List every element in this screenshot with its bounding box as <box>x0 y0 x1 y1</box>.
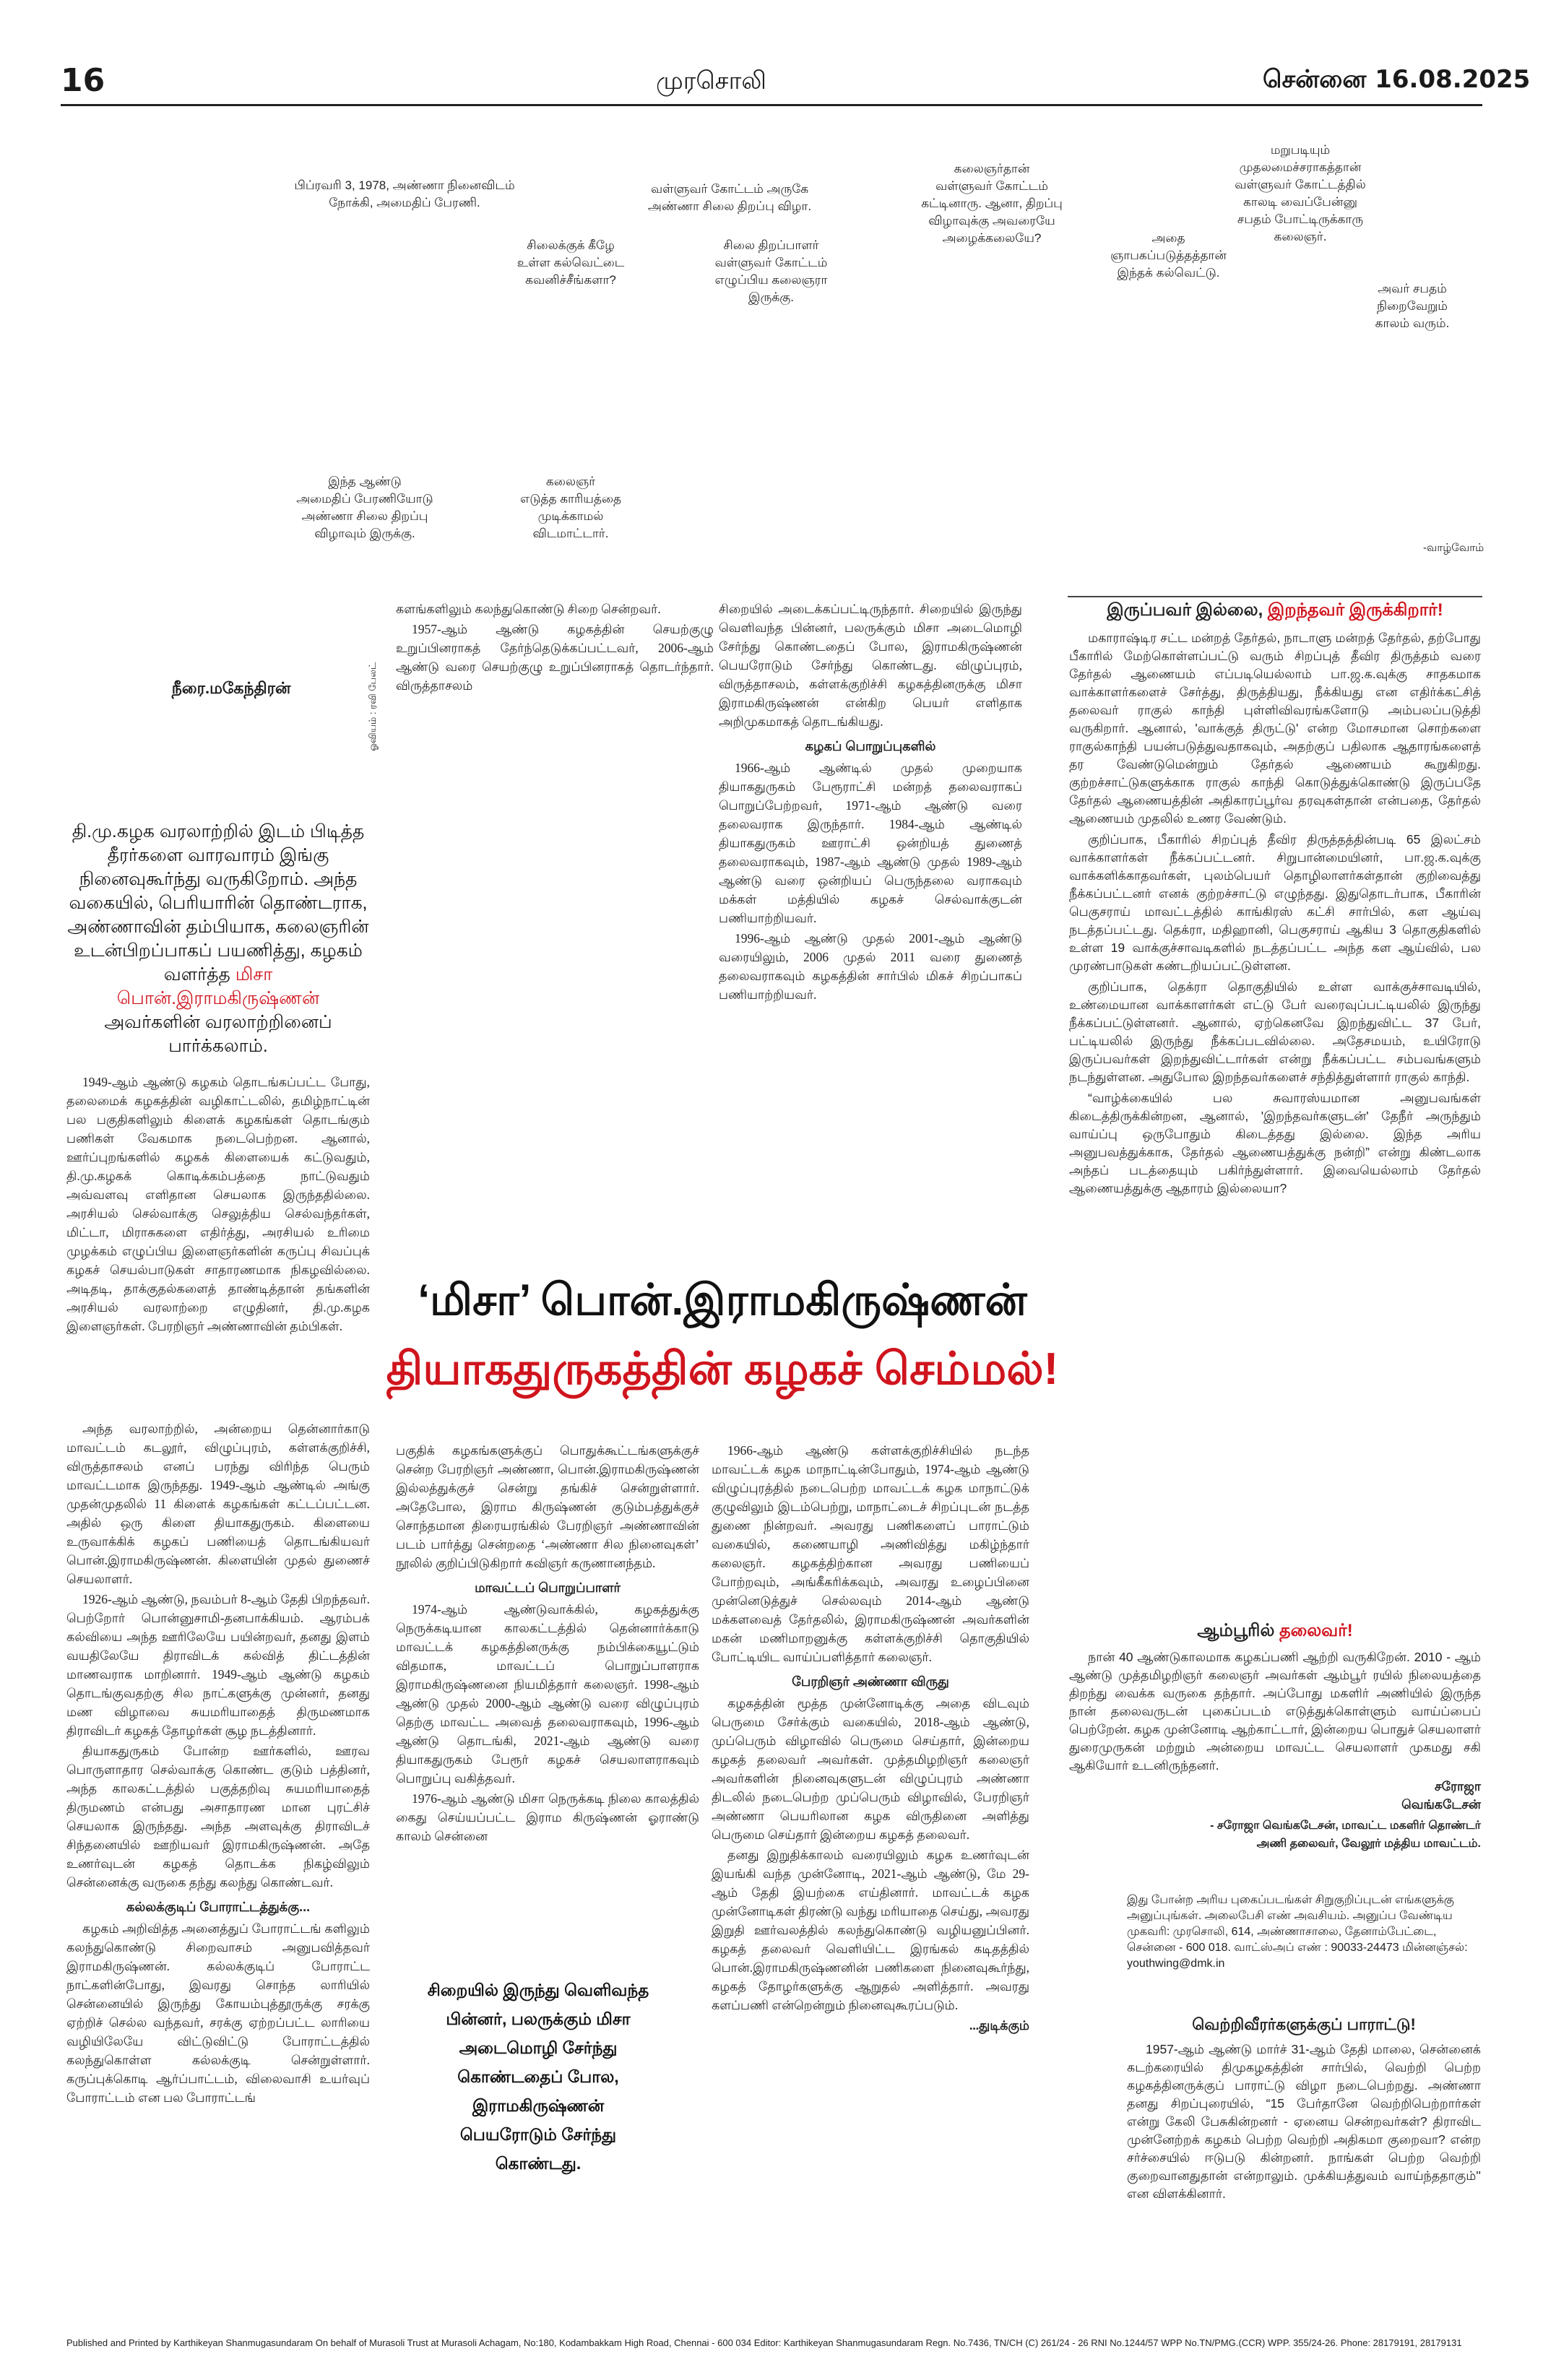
article-paragraph: 1974-ஆம் ஆண்டுவாக்கில், கழகத்துக்கு நெருக்கடியான காலகட்டத்தில் தென்னார்க்காடு மாவட்டக் கழகத்தினருக்கு நம்பிக்கையூட்டும் விதமாக, மாவட்டப் பொறுப்பாளராக இராமகிருஷ்ணனை நியமித்தார் கலைஞர். 1998-ஆம் ஆண்டு முதல் 2000-ஆம் ஆண்டு வரை விழுப்புரம் தெற்கு மாவட்ட அவைத் தலைவராகவும், 1996-ஆம் ஆண்டு தொடங்கி, 2021-ஆம் ஆண்டு வரை தியாகதுருகம் பேரூர் கழகச் செயலாளராகவும் பொறுப்பு வகித்தவர். <box>396 1602 699 1786</box>
subheading-party-posts: கழகப் பொறுப்புகளில் <box>805 739 936 753</box>
sidebar-paragraph: “வாழ்க்கையில் பல சுவாரஸ்யமான அனுபவங்கள் கிடைத்திருக்கின்றன, ஆனால், 'இறந்தவர்களுடன்' தேநீர் அருந்தும் வாய்ப்பு ஒருபோதும் கிடைத்தது இல்லை. இந்த அரிய அனுபவத்துக்காக, தேர்தல் ஆணையத்துக்கு நன்றி” என்று கிண்டலாக அந்தப் படத்தையும் பகிர்ந்துள்ளார். இவையெல்லாம் தேர்தல் ஆணையத்துக்கு ஆதாரம் இல்லையா? <box>1069 1091 1481 1195</box>
sidebar-title-red: இறந்தவர் இருக்கிறார்! <box>1267 600 1443 620</box>
article-column-3-top <box>719 600 1022 1005</box>
cartoon-caption-3: சிலைக்குக் கீழே உள்ள கல்வெட்டை கவனிச்சீங்களா? <box>517 238 625 287</box>
article-paragraph: 1976-ஆம் ஆண்டு மிசா நெருக்கடி நிலை காலத்தில் கைது செய்யப்பட்ட இராம கிருஷ்ணன் ஓராண்டு காலம் சென்னை <box>396 1791 699 1843</box>
article-column-1-bottom <box>66 1419 370 2108</box>
article-author: நீரை.மகேந்திரன் <box>171 679 291 697</box>
article-column-1-top <box>66 1073 370 1337</box>
subheading-anna-award: பேரறிஞர் அண்ணா விருது <box>792 1674 949 1689</box>
sidebar-victory-title: வெற்றிவீரர்களுக்குப் பாராட்டு! <box>1192 2015 1416 2033</box>
sidebar-ambur <box>1069 1622 1481 1853</box>
article-paragraph: பகுதிக் கழகங்களுக்குப் பொதுக்கூட்டங்களுக்குச் சென்ற பேரறிஞர் அண்ணா, பொன்.இராமகிருஷ்ணன் இல்லத்துக்குச் சென்று தங்கிச் சென்றுள்ளார். அதேபோல, இராம கிருஷ்ணன் குடும்பத்துக்குச் சொந்தமான திரையரங்கில் பேரறிஞர் அண்ணாவின் படம் பார்த்து சென்றதை ‘அண்ணா சில நினைவுகள்’ நூலில் குறிப்பிடுகிறார் கவிஞர் கருணானந்தம். <box>396 1443 699 1570</box>
sidebar-paragraph: மகாராஷ்டிர சட்ட மன்றத் தேர்தல், நாடாளு மன்றத் தேர்தல், தற்போது பீகாரில் மேற்கொள்ளப்பட்டு வரும் சிறப்புத் தீவிர திருத்தம் வரை தேர்தல் ஆணையம் எப்படியெல்லாம் பா.ஜ.க.வுக்கு சாதகமாக வாக்காளர்களைச் சேர்த்து, திருத்தியது, நீக்கியது என எதிர்க்கட்சித் தலைவர் ராகுல் காந்தி புள்ளிவிவரங்களோடு அம்பலப்படுத்தி வருகிறார். ஆனால், 'வாக்குத் திருட்டு' என்ற மோசமான சொற்களை ராகுல்காந்தி பயன்படுத்துவதாகவும், அதற்குப் பதிலாக ஆதாரங்களைத் தர வேண்டுமென்றும் தேர்தல் ஆணையம் கூறுகிறது. குற்றச்சாட்டுகளுக்காக ராகுல் காந்தி கொடுத்துக்கொண்டு இருப்பதே தேர்தல் ஆணையத்தின் அதிகாரப்பூர்வ தரவுகள்தான் என்பதை, தேர்தல் ஆணையம் முதலில் உணர வேண்டும். <box>1069 631 1481 826</box>
intro-text-end: அவர்களின் வரலாற்றினைப் பார்க்கலாம். <box>104 1012 332 1056</box>
sidebar-title-red: தலைவர்! <box>1279 1621 1353 1640</box>
article-paragraph: 1966-ஆம் ஆண்டில் முதல் முறையாக தியாகதுருகம் பேரூராட்சி மன்றத் தலைவராகப் பொறுப்பேற்றவர், 1971-ஆம் ஆண்டு வரை தலைவராக இருந்தார். 1984-ஆம் ஆண்டில் தியாகதுருகம் ஊராட்சி ஒன்றியத் துணைத் தலைவராகவும், 1987-ஆம் ஆண்டு முதல் 1989-ஆம் ஆண்டு வரை ஒன்றியப் பெருந்தலை வராகவும் மக்கள் மத்தியில் கழகச் செல்வாக்குடன் பணியாற்றியவர். <box>719 761 1022 925</box>
cartoon-caption-1: பிப்ரவரி 3, 1978, அண்ணா நினைவிடம் நோக்கி, அமைதிப் பேரணி. <box>294 178 515 209</box>
article-paragraph: சிறையில் அடைக்கப்பட்டிருந்தார். சிறையில் இருந்து வெளிவந்த பின்னர், பலருக்கும் மிசா அடைமொழி சேர்ந்து கொண்டதைப் போல, இராமகிருஷ்ணன் பெயரோடும் சேர்ந்து கொண்டது. விழுப்புரம், விருத்தாசலம், கள்ளக்குறிச்சி கழகத்தினருக்கு மிசா இராமகிருஷ்ணன் என்கிற பெயர் எளிதாக அறிமுகமாகத் தொடங்கியது. <box>719 602 1022 729</box>
article-paragraph: கழகம் அறிவித்த அனைத்துப் போராட்டங் களிலும் கலந்துகொண்டு சிறைவாசம் அனுபவித்தவர் இராமகிருஷ்ணன். கல்லக்குடிப் போராட்ட நாட்களின்போது, இவரது சொந்த லாரியில் சென்னையில் இருந்து கோயம்புத்தூருக்கு சரக்கு ஏற்றிச் செல்ல வந்தவர், சரக்கு ஏற்றப்பட்ட லாரியை வழியிலேயே விட்டுவிட்டு போராட்டத்தில் கலந்துகொள்ள கல்லக்குடி சென்றுள்ளார். கருப்புக்கொடி ஆர்ப்பாட்டம், விலைவாசி உயர்வுப் போராட்டம் என பல போராட்டங் <box>66 1921 370 2105</box>
illustration-credit: ஓவியம் : ரவி பேலட் <box>367 662 378 751</box>
sidebar-title-black: இருப்பவர் இல்லை, <box>1107 600 1263 620</box>
article-column-2-top <box>396 600 714 696</box>
sidebar-rule <box>1068 596 1482 597</box>
sidebar-signature-1: - சரோஜா வெங்கடேசன், மாவட்ட மகளிர் தொண்டர் <box>1210 1819 1481 1832</box>
intro-subject-name: மிசா பொன்.இராமகிருஷ்ணன் <box>116 964 320 1008</box>
article-intro <box>66 820 370 1058</box>
cartoon-caption-7: மறுபடியும் முதலமைச்சராகத்தான் வள்ளுவர் கோட்டத்தில் காலடி வைப்பேன்னு சபதம் போட்டிருக்காரு கலைஞர். <box>1235 143 1366 243</box>
subheading-district-in-charge: மாவட்டப் பொறுப்பாளர் <box>475 1580 621 1595</box>
cartoon-caption-2: வள்ளுவர் கோட்டம் அருகே அண்ணா சிலை திறப்பு விழா. <box>647 182 812 213</box>
article-paragraph: களங்களிலும் கலந்துகொண்டு சிறை சென்றவர். <box>396 602 661 616</box>
pull-quote: சிறையில் இருந்து வெளிவந்த பின்னர், பலருக்கும் மிசா அடைமொழி சேர்ந்து கொண்டதைப் போல, இராமகிருஷ்ணன் பெயரோடும் சேர்ந்து கொண்டது. <box>427 1981 649 2173</box>
headline-name: ‘மிசா’ பொன்.இராமகிருஷ்ணன் <box>418 1276 1027 1324</box>
cartoon-caption-8: அவர் சபதம் நிறைவேறும் காலம் வரும். <box>1375 282 1450 330</box>
sidebar-paragraph: குறிப்பாக, பீகாரில் சிறப்புத் தீவிர திருத்தத்தின்படி 65 இலட்சம் வாக்காளர்கள் நீக்கப்பட்டனர். சிறுபான்மையினர், பா.ஜ.க.வுக்கு வாக்களிக்காதவர்கள், புலம்பெயர் தொழிலாளர்கள்தான் குறிவைத்து நீக்கப்பட்டனர் எனக் குற்றச்சாட்டு எழுந்தது. இதுதொடர்பாக, பீகாரின் பெகுசராய் மாவட்டத்தில் காங்கிரஸ் கட்சி சார்பில், கள ஆய்வு நடத்தப்பட்டது. தெக்ரா, மதிஹானி, பெகுசராய் ஆகிய 3 தொகுதிகளில் உள்ள 19 வாக்குச்சாவடிகளில் நடத்தப்பட்ட அந்த கள ஆய்வில், பல முரண்பாடுகள் கண்டறியப்பட்டுள்ளன. <box>1069 832 1481 973</box>
sidebar-voter-list-title <box>1069 601 1481 619</box>
article-column-2-bottom <box>396 1441 699 1847</box>
sidebar-title-black: ஆம்பூரில் <box>1197 1621 1275 1640</box>
page-number: 16 <box>61 62 105 99</box>
intro-text: தி.மு.கழக வரலாற்றில் இடம் பிடித்த தீரர்களை வாரவாரம் இங்கு நினைவுகூர்ந்து வருகிறோம். அந்த வகையில், பெரியாரின் தொண்டராக, அண்ணாவின் தம்பியாக, கலைஞரின் உடன்பிறப்பாகப் பயணித்து, கழகம் வளர்த்த <box>67 821 369 985</box>
print-line: Published and Printed by Karthikeyan Shanmugasundaram On behalf of Murasoli Trust at Murasoli Achagam, No:180, Kodambakkam High Road, Chennai - 600 034 Editor: Karthikeyan Shanmugasundaram Regn. No.7436, TN/CH (C) 261/24 - 26 RNI No.1244/57 WPP No.TN/PMG.(CCR) WPP. 355/24-26. Phone: 28179191, 28179131 <box>66 2337 1462 2348</box>
cartoon-caption-4: சிலை திறப்பாளர் வள்ளுவர் கோட்டம் எழுப்பிய கலைஞரா இருக்கு. <box>714 238 828 304</box>
cartoon-caption-5: கலைஞர்தான் வள்ளுவர் கோட்டம் கட்டினாரு. ஆனா, திறப்பு விழாவுக்கு அவரையே அழைக்கலையே? <box>921 162 1063 245</box>
article-paragraph: கழகத்தின் மூத்த முன்னோடிக்கு அதை விடவும் பெருமை சேர்க்கும் வகையில், 2018-ஆம் ஆண்டு, முப்பெரும் விழாவில் பெருமை செய்தார், இன்றைய கழகத் தலைவர் அவர்கள். முத்தமிழறிஞர் கலைஞர் அவர்களின் நினைவுகளுடன் விழுப்புரம் அண்ணா திடலில் நடைபெற்ற முப்பெரும் விழாவில், பேரறிஞர் அண்ணா பெயரிலான கழக விருதினை அளித்து பெருமை செய்தார் இன்றைய கழகத் தலைவர். <box>712 1696 1029 1842</box>
article-column-3-bottom <box>712 1441 1029 2036</box>
cartoon-caption-6: அதை ஞாபகப்படுத்தத்தான் இந்தக் கல்வெட்டு. <box>1110 231 1227 280</box>
sidebar-victory <box>1127 2015 1481 2206</box>
article-paragraph: 1949-ஆம் ஆண்டு கழகம் தொடங்கப்பட்ட போது, தலைமைக் கழகத்தின் வழிகாட்டலில், தமிழ்நாட்டின் பல பகுதிகளிலும் கிளைக் கழகங்கள் தொடங்கும் பணிகள் வேகமாக நடைபெற்றன. ஆனால், ஊர்ப்புறங்களில் கழகக் கிளையைக் கட்டுவதும், தி.மு.கழகக் கொடிக்கம்பத்தை நாட்டுவதும் அவ்வளவு எளிதான செயலாக இருந்ததில்லை. அரசியல் செல்வாக்கு செலுத்திய செல்வந்தர்கள், மிட்டா, மிராசுகளை எதிர்த்து, அரசியல் உரிமை முழக்கம் எழுப்பிய இளைஞர்களின் கருப்பு சிவப்புக் கழகச் செயல்பாடுகள் சாதாரணமாக நிகழவில்லை. அடிதடி, தாக்குதல்களைத் தாண்டித்தான் தங்களின் அரசியல் வரலாற்றை எழுதினர், தி.மு.கழக இளைஞர்கள். பேரறிஞர் அண்ணாவின் தம்பிகள். <box>66 1075 370 1333</box>
article-paragraph: 1966-ஆம் ஆண்டு கள்ளக்குறிச்சியில் நடந்த மாவட்டக் கழக மாநாட்டின்போதும், 1974-ஆம் ஆண்டு விழுப்புரத்தில் நடைபெற்ற மாவட்டக் கழக மாநாட்டுக் குழுவிலும் இடம்பெற்று, மாநாட்டைச் சிறப்புடன் நடத்த துணை நின்றவர். அவரது பணிகளைப் பாராட்டும் வகையில், கணையாழி அணிவித்து மகிழ்ந்தார் கலைஞர். கழகத்திற்கான அவரது பணியைப் போற்றவும், அங்கீகரிக்கவும், அவரது உழைப்பினை முன்னெடுத்துச் செல்லவும் 2014-ஆம் ஆண்டு மக்களவைத் தேர்தலில், இராமகிருஷ்ணன் அவர்களின் மகன் மணிமாறனுக்கு கள்ளக்குறிச்சி தொகுதியில் போட்டியிட வாய்ப்பளித்தார் கலைஞர். <box>712 1443 1029 1664</box>
subheading-kallakudi: கல்லக்குடிப் போராட்டத்துக்கு... <box>126 1900 311 1914</box>
article-paragraph: 1996-ஆம் ஆண்டு முதல் 2001-ஆம் ஆண்டு வரையிலும், 2006 முதல் 2011 வரை துணைத் தலைவராகவும் கழகத்தின் சார்பில் மிகச் சிறப்பாகப் பணியாற்றியவர். <box>719 931 1022 1002</box>
photo-subject-name: சரோஜா வெங்கடேசன் <box>1401 1779 1481 1812</box>
sidebar-ambur-title <box>1069 1622 1481 1640</box>
sidebar-signature-2: அணி தலைவர், வேலூர் மத்திய மாவட்டம். <box>1256 1838 1481 1850</box>
cartoon-caption-9: இந்த ஆண்டு அமைதிப் பேரணியோடு அண்ணா சிலை திறப்பு விழாவும் இருக்கு. <box>296 475 433 540</box>
headline-main: தியாகதுருகத்தின் கழகச் செம்மல்! <box>386 1344 1059 1394</box>
continued-marker: ...துடிக்கும் <box>969 2018 1029 2033</box>
article-paragraph: 1957-ஆம் ஆண்டு கழகத்தின் செயற்குழு உறுப்பினராகத் தேர்ந்தெடுக்கப்பட்டவர், 2006-ஆம் ஆண்டு வரை செயற்குழு உறுப்பினராகத் தொடர்ந்தார். விருத்தாசலம் <box>396 622 714 693</box>
cartoon-caption-10: கலைஞர் எடுத்த காரியத்தை முடிக்காமல் விடமாட்டார். <box>519 475 622 540</box>
article-paragraph: 1926-ஆம் ஆண்டு, நவம்பர் 8-ஆம் தேதி பிறந்தவர். பெற்றோர் பொன்னுசாமி-தனபாக்கியம். ஆரம்பக் கல்வியை அந்த ஊரிலேயே பயின்றவர், தனது இளம் வயதிலேயே திராவிடக் கல்வித் திட்டத்தின் மாணவராக மாறினார். 1949-ஆம் ஆண்டு கழகம் தொடங்குவதற்கு சில நாட்களுக்கு முன்னர், தனது மண விழாவை சுயமரியாதைத் திருமணமாக திராவிடர் கழகத் தோழர்கள் சூழ நடத்தினார். <box>66 1592 370 1738</box>
series-signoff: -வாழ்வோம் <box>1423 542 1484 554</box>
article-paragraph: தனது இறுதிக்காலம் வரையிலும் கழக உணர்வுடன் இயங்கி வந்த முன்னோடி, 2021-ஆம் ஆண்டு, மே 29-ஆம் தேதி இயற்கை எய்தினார். மாவட்டக் கழக முன்னோடிகள் திரண்டு வந்து மரியாதை செய்து, அவரது இறுதி ஊர்வலத்தில் கலந்துகொண்டு வழியனுப்பினர். கழகத் தலைவர் வெளியிட்ட இரங்கல் கடிதத்தில் பொன்.இராமகிருஷ்ணனின் பணிகளை நினைவுகூர்ந்து, கழகத் தோழர்களுக்கு ஆறுதல் அளித்தார். அவரது களப்பணி என்றென்றும் நினைவுகூரப்படும். <box>712 1848 1029 2012</box>
article-paragraph: தியாகதுருகம் போன்ற ஊர்களில், ஊரவ பொருளாதார செல்வாக்கு கொண்ட குடும் பத்தினர், அந்த காலகட்டத்தில் பகுத்தறிவு சுயமரியாதைத் திருமணம் என்பது அசாதாரண மான புரட்சிச் செயலாக இருந்தது. அந்த அளவுக்கு திராவிடச் சிந்தனையில் ஊறியவர் இராமகிருஷ்ணன். அதே உணர்வுடன் கழகத் தொடக்க நிகழ்விலும் சென்னைக்கு வருகை தந்து கலந்து கொண்டவர். <box>66 1744 370 1890</box>
sidebar-paragraph: 1957-ஆம் ஆண்டு மார்ச் 31-ஆம் தேதி மாலை, சென்னைக் கடற்கரையில் திமுகழகத்தின் சார்பில், வெற்றி பெற்ற கழகத்தினருக்குப் பாராட்டு விழா நடைபெற்றது. அண்ணா தனது சிறப்புரையில், “15 பேர்தானே வெற்றிபெற்றார்கள் என்று கேலி பேசுகின்றனர் - ஏனைய சென்றவர்கள்? திராவிட முன்னேற்றக் கழகம் பெற்ற வெற்றி அதிகமா குறைவா? என்ற சர்ச்சையில் ஈடுபடு கின்றனர். நாங்கள் பெற்ற வெற்றி குறைவானதுதான் என்றாலும். முக்கியத்துவம் வாய்ந்ததாகும்'' என விளக்கினார். <box>1127 2042 1481 2201</box>
dateline: சென்னை 16.08.2025 <box>1263 65 1531 94</box>
sidebar-voter-list <box>1069 601 1481 1200</box>
sidebar-paragraph: நான் 40 ஆண்டுகாலமாக கழகப்பணி ஆற்றி வருகிறேன். 2010 - ஆம் ஆண்டு முத்தமிழறிஞர் கலைஞர் அவர்கள் ஆம்பூர் ரயில் நிலையத்தை திறந்து வைக்க வருகை தந்தார். அப்போது மகளிர் அணியில் இருந்த நான் தலைவருடன் புகைப்படம் எடுத்துக்கொள்ளும் வாய்ப்பைப் பெற்றேன். கழக முன்னோடி ஆற்காட்டார், இன்றைய பொதுச் செயலாளர் துரைமுருகன் மற்றும் அன்றைய மாவட்ட செயலாளர் முகமது சகி ஆகியோர் உடனிருந்தனர். <box>1069 1650 1481 1773</box>
masthead-rule <box>61 104 1482 106</box>
photo-submission-call: இது போன்ற அரிய புகைப்படங்கள் சிறுகுறிப்புடன் எங்களுக்கு அனுப்புங்கள். அலைபேசி எண் அவசியம். அனுப்ப வேண்டிய முகவரி: முரசொலி, 614, அண்ணாசாலை, தேனாம்பேட்டை, சென்னை - 600 018. வாட்ஸ்அப் எண் : 90033-24473 மின்னஞ்சல்: youthwing@dmk.in <box>1127 1894 1468 1970</box>
article-paragraph: அந்த வரலாற்றில், அன்றைய தென்னார்காடு மாவட்டம் கடலூர், விழுப்புரம், கள்ளக்குறிச்சி, விருத்தாசலம் எனப் பரந்து விரிந்த பெரும் மாவட்டமாக இருந்தது. 1949-ஆம் ஆண்டில் அங்கு முதன்முதலில் 11 கிளைக் கழகங்கள் கட்டப்பட்டன. அதில் ஒரு கிளை தியாகதுருகம். கிளையை உருவாக்கிக் கழகப் பணியைத் தொடங்கியவர் பொன்.இராமகிருஷ்ணன். கிளையின் முதல் துணைச் செயலாளர். <box>66 1421 370 1586</box>
sidebar-paragraph: குறிப்பாக, தெக்ரா தொகுதியில் உள்ள வாக்குச்சாவடியில், உண்மையான வாக்காளர்கள் எட்டு பேர் வரைவுப்பட்டியலில் இருந்து நீக்கப்பட்டுள்ளனர். ஆனால், ஏற்கெனவே இறந்துவிட்ட 37 பேர், பட்டியலில் இருந்து நீக்கப்படவில்லை. அதேசமயம், உயிரோடு இருப்பவர்கள் இறந்துவிட்டார்கள் என்று நீக்கப்பட்ட சம்பவங்களும் நடந்துள்ளன. அதுபோல இறந்தவர்களைச் சந்தித்துள்ளார் ராகுல் காந்தி. <box>1069 979 1481 1084</box>
newspaper-name: முரசொலி <box>656 66 766 95</box>
